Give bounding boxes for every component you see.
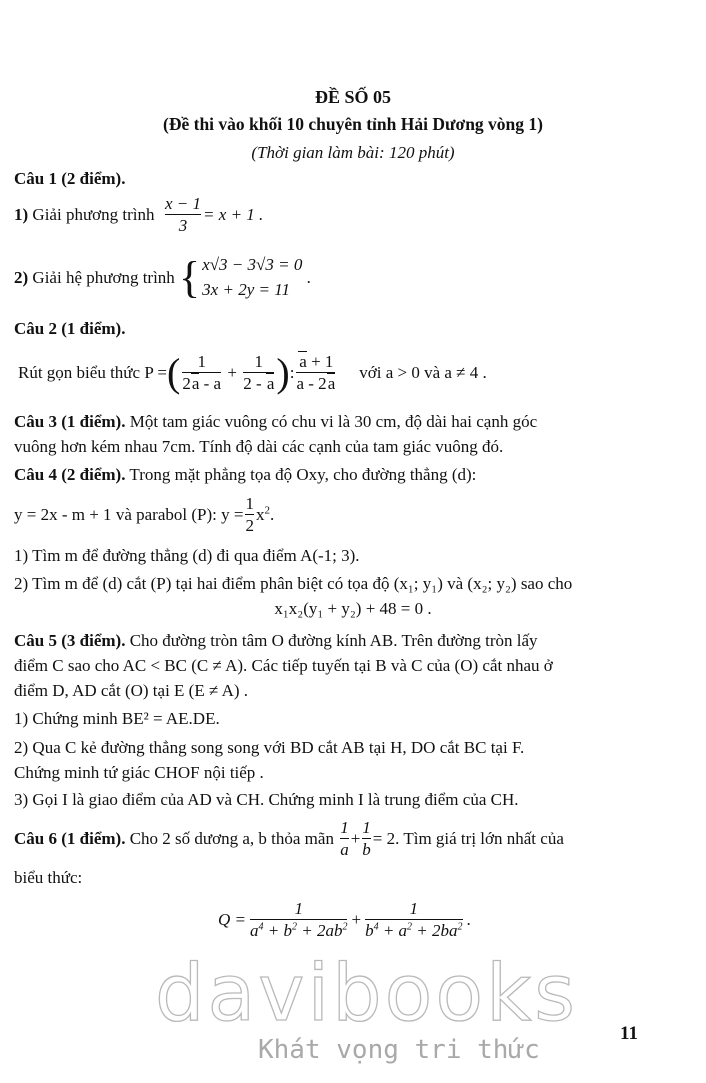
system-brace: {	[179, 253, 201, 302]
exam-title: ĐỀ SỐ 05	[314, 87, 392, 107]
q4-parabola-equation: y = $\frac{1}{2}$ $x^2$.	[221, 494, 275, 535]
q6-text-line2: biểu thức:	[14, 868, 83, 887]
q5-part2-line1: 2) Qua C kẻ đường thẳng song song với BD cắt AB tại H, DO cắt BC tại F.	[14, 738, 525, 757]
q4-parabola-text: và parabol (P):	[115, 505, 217, 525]
q5-heading: Câu 5 (3 điểm).	[14, 631, 126, 650]
q2-formula: P = ( $\frac{1}{2a - a}$ + $\frac{1}{2 - a}$ ) : $\frac{a + 1}{a - 2a}$	[144, 350, 336, 395]
q5-part3: 3) Gọi I là giao điểm của AD và CH. Chứng minh I là trung điểm của CH.	[14, 790, 519, 809]
q3	[14, 411, 694, 432]
q1-part2: 2) Giải hệ phương trình { x√3 − 3√3 = 0 3x + 2y = 11 .	[14, 253, 311, 302]
q6-condition: $\frac{1}{a}$ + $\frac{1}{b}$ = 2	[340, 818, 396, 859]
q1-p2-text: Giải hệ phương trình	[32, 268, 175, 288]
q5-text-line1: Cho đường tròn tâm O đường kính AB. Trên đường tròn lấy	[129, 631, 538, 650]
q6-text-b: . Tìm giá trị lớn nhất của	[395, 829, 564, 849]
q3-text-line2: vuông hơn kém nhau 7cm. Tính độ dài các cạnh của tam giác vuông đó.	[14, 437, 504, 456]
q4-part2: 2) Tìm m để (d) cắt (P) tại hai điểm phân biệt có tọa độ (x₁; y₁) và (x₂; y₂) sao cho	[14, 574, 573, 593]
q6-expression: Q = $\frac{1}{a^4 + b^2 + 2ab^2}$ + $\frac{1}{b^4 + a^2 + 2ba^2}$ .	[218, 899, 471, 940]
q1-heading: Câu 1 (2 điểm).	[14, 169, 126, 188]
q4-line-equation: y = 2x - m + 1	[14, 505, 112, 525]
q1-p2-label: 2)	[14, 268, 29, 288]
q4-intro: Trong mặt phẳng tọa độ Oxy, cho đường thẳng (d):	[129, 465, 477, 484]
q1-p1-label: 1)	[14, 205, 29, 225]
q4-equations	[14, 492, 274, 538]
q1-eq1: x√3 − 3√3 = 0	[202, 255, 303, 275]
q6-heading: Câu 6 (1 điểm).	[14, 829, 126, 849]
time-note: (Thời gian làm bài: 120 phút)	[251, 143, 455, 162]
q3-heading: Câu 3 (1 điểm).	[14, 412, 126, 431]
q2-heading: Câu 2 (1 điểm).	[14, 319, 126, 338]
q1-p1-fraction	[165, 194, 201, 235]
q1-eq2: 3x + 2y = 11	[202, 280, 290, 299]
q2-condition: với a > 0 và a ≠ 4 .	[359, 363, 487, 383]
q6	[14, 816, 564, 862]
publisher-watermark: davibooks	[155, 949, 578, 1039]
publisher-tagline: Khát vọng tri thức	[258, 1035, 540, 1065]
q6-text-a: Cho 2 số dương a, b thỏa mãn	[129, 829, 334, 849]
q4-part2-equation: x₁x₂(y₁ + y₂) + 48 = 0 .	[274, 599, 432, 618]
exam-subtitle: (Đề thi vào khối 10 chuyên tỉnh Hải Dương vòng 1)	[163, 114, 543, 134]
page-number: 11	[620, 1023, 638, 1044]
q5	[14, 630, 694, 651]
q1-p1-denominator: 3	[165, 214, 201, 236]
q2-text: Rút gọn biểu thức	[18, 363, 141, 383]
q5-text-line3: điểm D, AD cắt (O) tại E (E ≠ A) .	[14, 681, 249, 700]
q4	[14, 464, 476, 485]
q1-p1-rhs: = x + 1 .	[203, 205, 264, 225]
q3-text-line1: Một tam giác vuông có chu vi là 30 cm, độ dài hai cạnh góc	[129, 412, 538, 431]
q1-p1-text: Giải phương trình	[32, 205, 155, 225]
q1-part1	[14, 193, 263, 237]
q1-p1-numerator: x − 1	[165, 194, 202, 214]
q1-equation-system	[202, 253, 302, 302]
q2-expression	[18, 344, 487, 402]
q4-part1: 1) Tìm m để đường thẳng (d) đi qua điểm A(-1; 3).	[14, 546, 360, 565]
q5-text-line2: điểm C sao cho AC < BC (C ≠ A). Các tiếp tuyến tại B và C của (O) cắt nhau ở	[14, 656, 553, 675]
q4-heading: Câu 4 (2 điểm).	[14, 465, 126, 484]
q5-part1: 1) Chứng minh BE² = AE.DE.	[14, 709, 220, 728]
q5-part2-line2: Chứng minh tứ giác CHOF nội tiếp .	[14, 763, 264, 782]
